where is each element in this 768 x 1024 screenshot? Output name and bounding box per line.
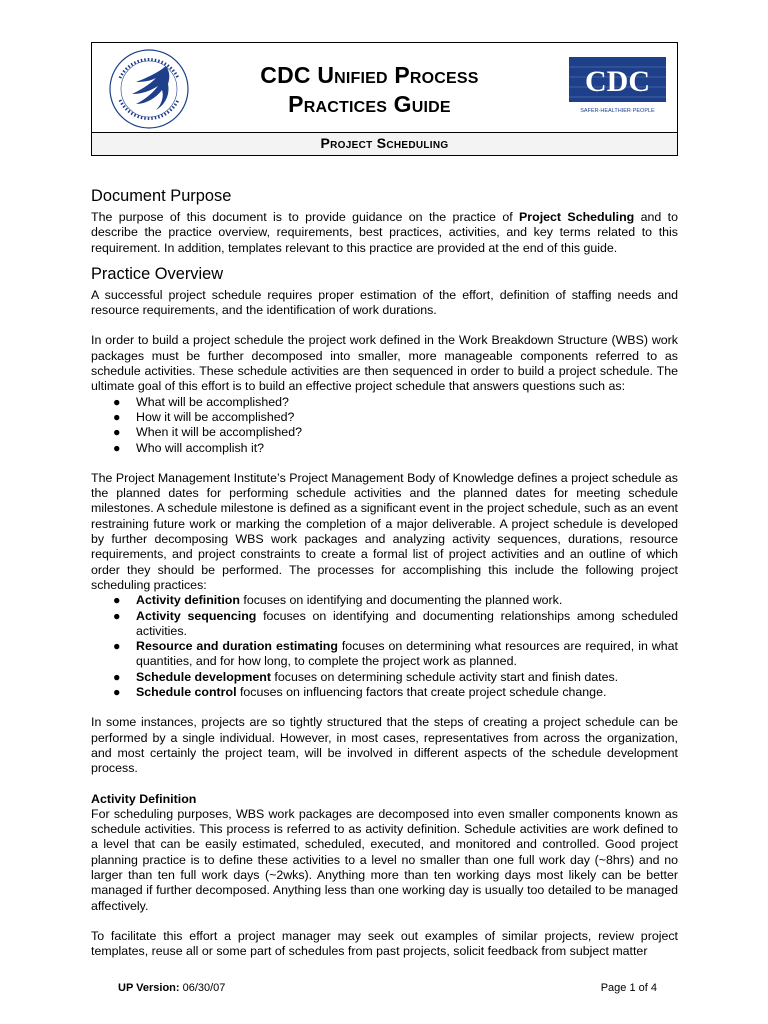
header-subtitle: Project Scheduling [92,133,677,155]
list-item: ● Activity definition focuses on identifying and documenting the planned work. [113,593,563,608]
bullet-icon: ● [113,394,121,409]
overview-paragraph-2: In order to build a project schedule the project work defined in the Work Breakdown Structure (WBS) work packages must be further decomposed into smaller, more manageable components referred to as schedule activities. These schedule activities are then sequenced in order to build a project schedule. The ultimate goal of this effort is to build an effective project schedule that answers questions such as: [91,333,678,394]
cdc-logo-text: CDC [585,65,650,98]
header-title-area [92,43,677,133]
list-item: ● When it will be accomplished? [113,425,302,440]
list-item: ● What will be accomplished? [113,394,289,409]
bullet-icon: ● [113,685,121,700]
hhs-seal-icon [108,48,190,130]
bullet-icon: ● [113,425,121,440]
bullet-icon: ● [113,608,121,623]
activity-definition-paragraph-1: For scheduling purposes, WBS work packages are decomposed into even smaller components known as schedule activities. This process is referred to as activity definition. Schedule activities are work defined to a level that can be easily estimated, scheduled, executed, and monitored and controlled. Good project planning practice is to define these activities to a level no smaller than one full work day (~8hrs) and no larger than ten full work days (~2wks). Anything more than ten working days most likely can be better managed if further decomposed. Anything less than one working day is usually too detailed to be managed affectively. [91,806,678,913]
overview-paragraph-3: The Project Management Institute’s Project Management Body of Knowledge defines a project schedule as the planned dates for performing schedule activities and the planned dates for meeting schedule milestones. A schedule milestone is defined as a significant event in the project schedule, such as an event restraining future work or marking the completion of a major deliverable. A project schedule is developed by further decomposing WBS work packages and analyzing activity sequences, durations, resource requirements, and project constraints to create a formal list of project activities and an outline of which order they should be performed. The processes for accomplishing this include the following project scheduling practices: [91,470,678,592]
list-item: ● Schedule development focuses on determining schedule activity start and finish dates. [113,669,619,684]
questions-list [91,395,678,456]
purpose-paragraph: The purpose of this document is to provide guidance on the practice of Project Scheduling and to describe the practice overview, requirements, best practices, activities, and key terms related to this requirement. In addition, templates relevant to this practice are provided at the end of this guide. [91,210,678,255]
title-line-2: Practices Guide [288,91,451,117]
overview-paragraph-1: A successful project schedule requires proper estimation of the effort, definition of staffing needs and resource requirements, and the identification of work durations. [91,287,678,318]
document-body [91,186,678,959]
document-header [91,42,678,156]
list-item: ● Who will accomplish it? [113,440,265,455]
activity-definition-paragraph-2: To facilitate this effort a project manager may seek out examples of similar projects, review project templates, reuse all or some part of schedules from past projects, solicit feedback from subject matter [91,928,678,959]
section-heading-overview: Practice Overview [91,264,224,283]
footer-version: UP Version: 06/30/07 [118,982,226,994]
section-heading-purpose: Document Purpose [91,187,232,205]
list-item: ● Activity sequencing focuses on identifying and documenting relationships among scheduled activities. [113,608,678,638]
practices-list [91,593,678,700]
bullet-icon: ● [113,440,121,455]
list-item: ● Resource and duration estimating focuses on determining what resources are required, in what quantities, and for how long, to complete the project work as planned. [113,639,678,669]
footer-page-number: Page 1 of 4 [600,982,657,994]
subsection-heading-activity-definition: Activity Definition [91,791,197,806]
title-line-1: CDC Unified Process [260,62,479,88]
bullet-icon: ● [113,593,121,608]
cdc-logo-icon [569,57,666,117]
bullet-icon: ● [113,639,121,654]
bullet-icon: ● [113,669,121,684]
cdc-tagline: SAFER·HEALTHIER·PEOPLE [580,108,655,114]
bullet-icon: ● [113,409,121,424]
list-item: ● Schedule control focuses on influencing factors that create project schedule change. [113,685,607,700]
overview-paragraph-4: In some instances, projects are so tightly structured that the steps of creating a project schedule can be performed by a single individual. However, in most cases, representatives from across the organization, and most certainly the project team, will be involved in different aspects of the schedule development process. [91,715,678,776]
document-title [222,61,517,119]
list-item: ● How it will be accomplished? [113,409,295,424]
